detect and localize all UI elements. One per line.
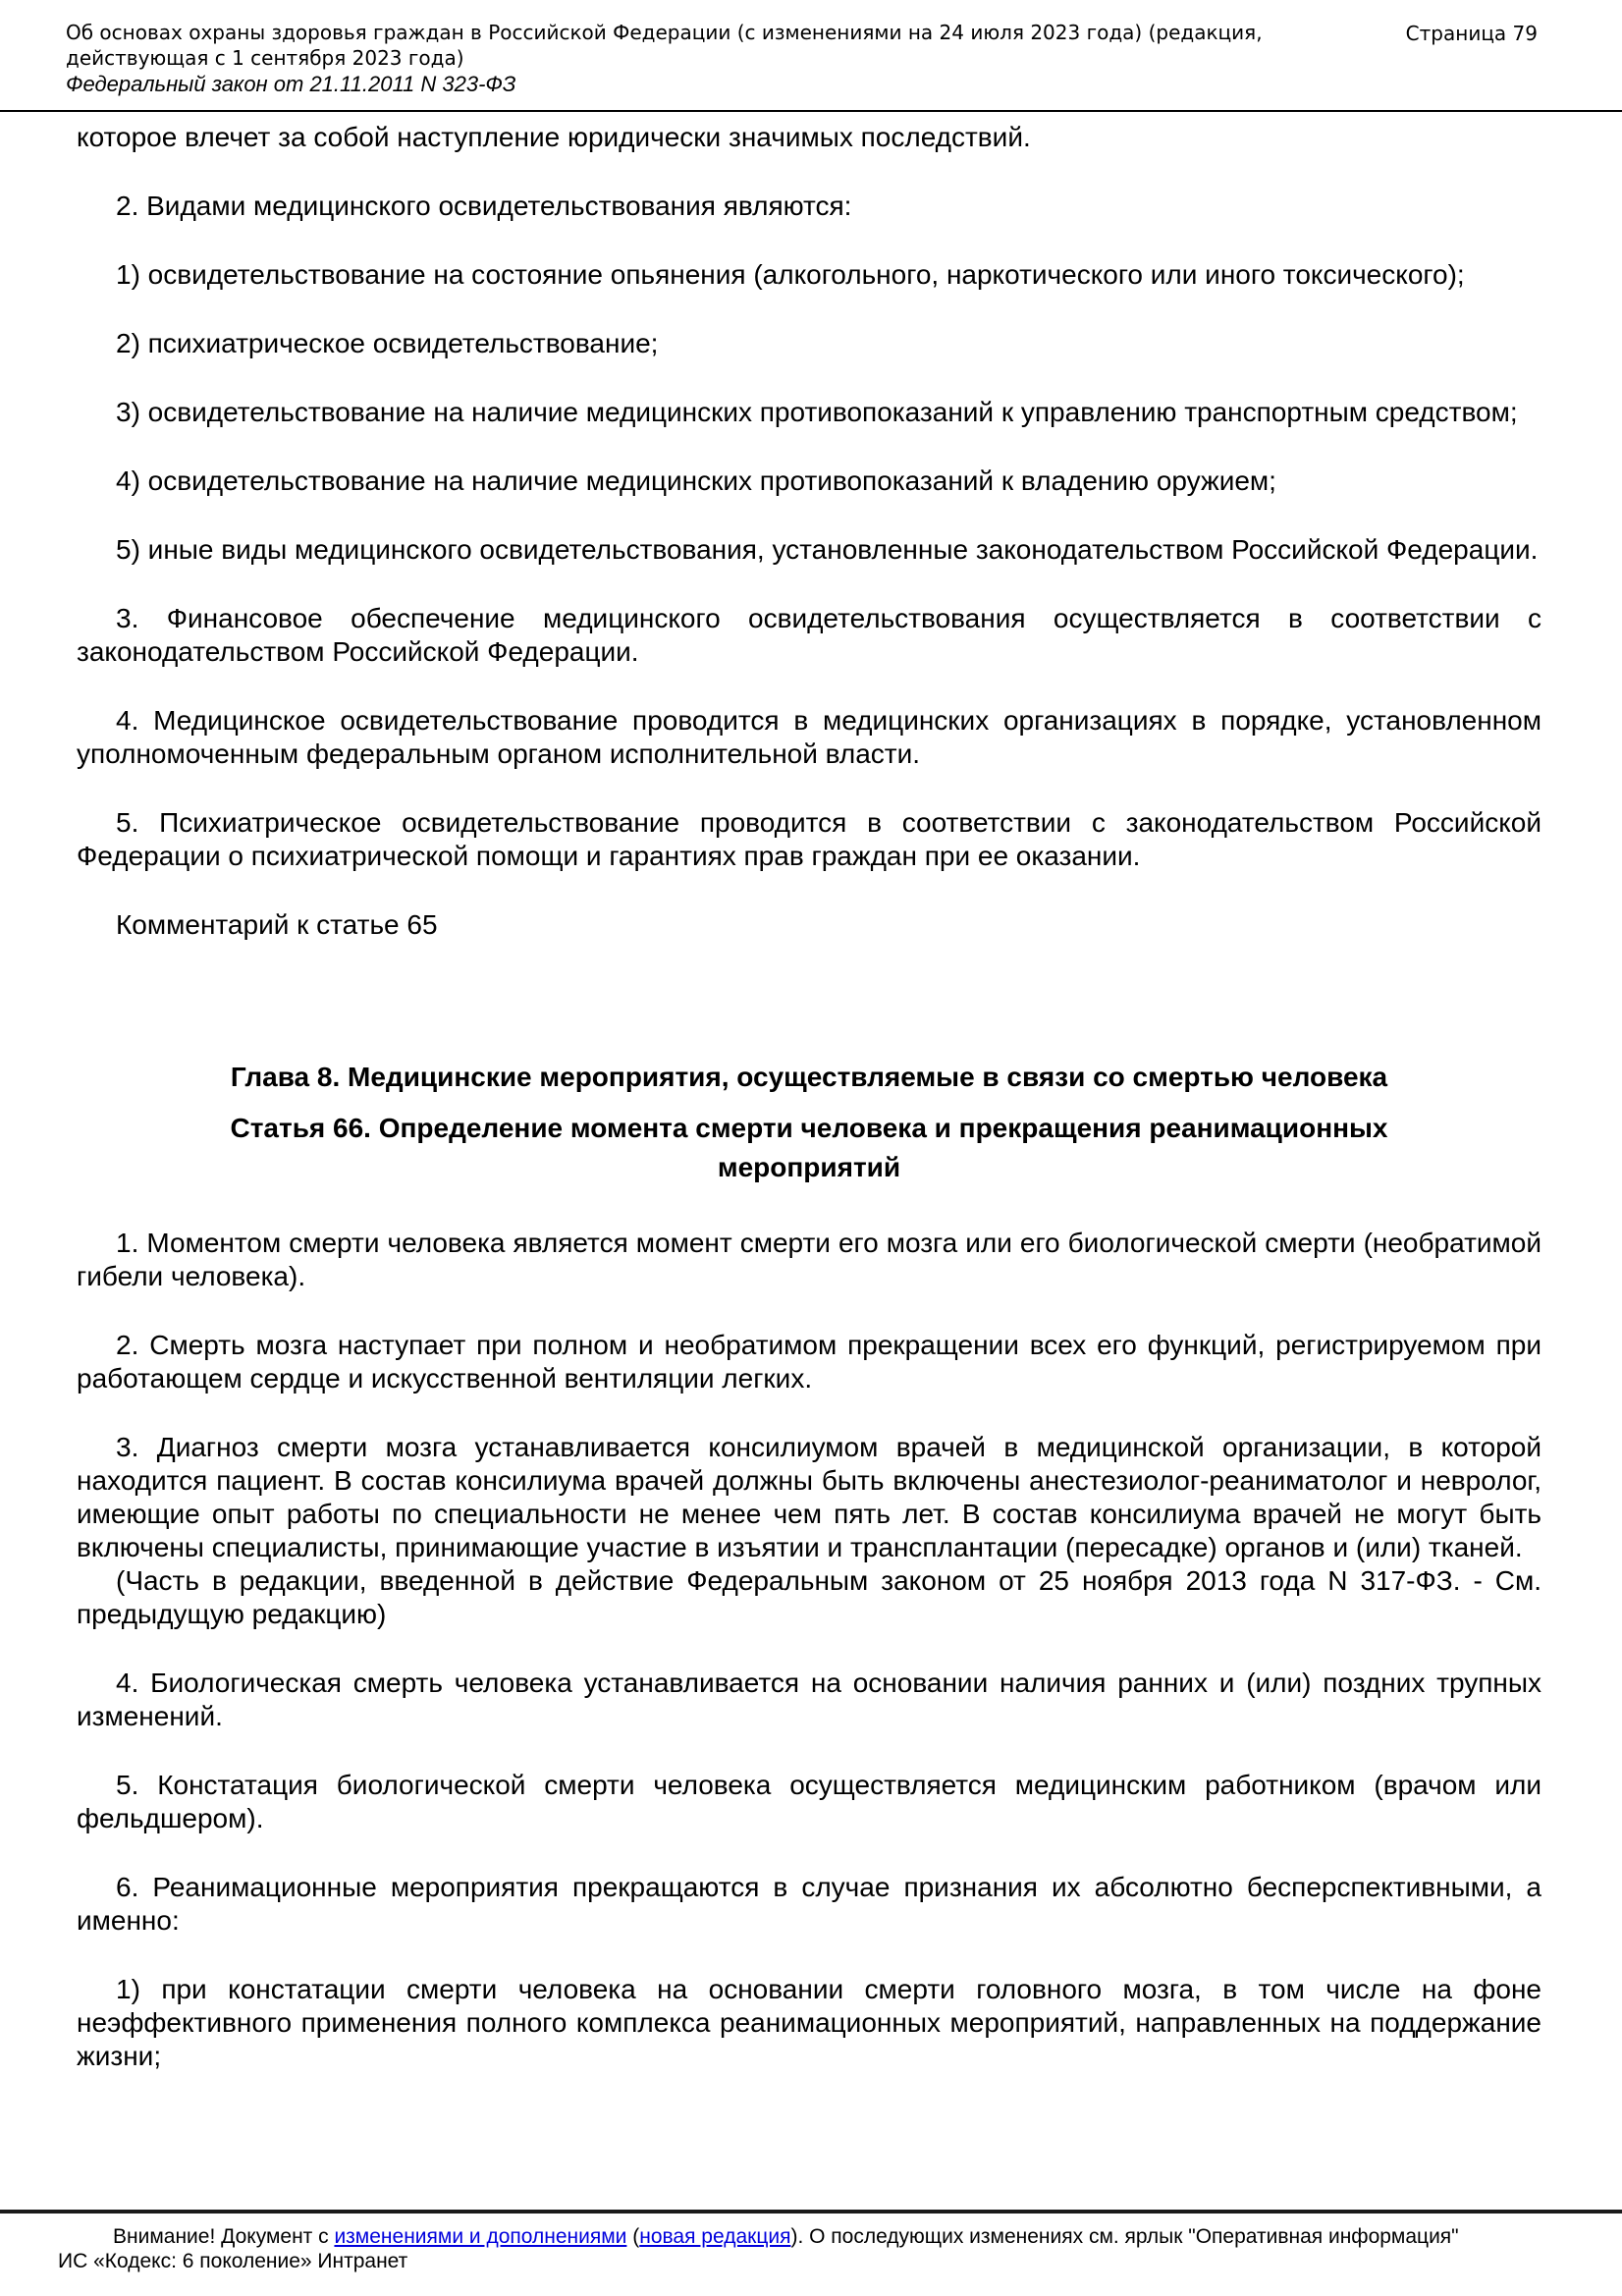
paragraph: 2. Смерть мозга наступает при полном и необратимом прекращении всех его функций, регистрируемом при работающем сердце и искусственной вентиляции легких.	[77, 1330, 1541, 1394]
article-heading: Статья 66. Определение момента смерти человека и прекращения реанимационных мероприятий	[230, 1113, 1388, 1182]
new-edition-link[interactable]: новая редакция	[639, 2225, 791, 2248]
document-body	[0, 121, 1622, 2073]
paragraph: 5. Психиатрическое освидетельствование проводится в соответствии с законодательством Российской Федерации о психиатрической помощи и гарантиях прав граждан при ее оказании.	[77, 807, 1541, 871]
footer-notice-suffix: ). О последующих изменениях см. ярлык "Оперативная информация"	[790, 2225, 1459, 2248]
paragraph: 3. Финансовое обеспечение медицинского освидетельствования осуществляется в соответствии с законодательством Российской Федерации.	[77, 603, 1541, 667]
paragraph: 2. Видами медицинского освидетельствования являются:	[116, 191, 852, 221]
footer-source: ИС «Кодекс: 6 поколение» Интранет	[58, 2250, 408, 2272]
document-subtitle: Федеральный закон от 21.11.2011 N 323-ФЗ	[66, 72, 516, 96]
paragraph: 5. Констатация биологической смерти человека осуществляется медицинским работником (врачом или фельдшером).	[77, 1770, 1541, 1833]
changes-and-additions-link[interactable]: изменениями и дополнениями	[334, 2225, 627, 2248]
paragraph: 6. Реанимационные мероприятия прекращаются в случае признания их абсолютно бесперспективными, а именно:	[77, 1872, 1541, 1936]
paragraph: 2) психиатрическое освидетельствование;	[116, 328, 659, 358]
page-header	[0, 0, 1622, 97]
paragraph: 4) освидетельствование на наличие медицинских противопоказаний к владению оружием;	[116, 465, 1276, 496]
paragraph: Комментарий к статье 65	[116, 909, 438, 940]
document-title: Об основах охраны здоровья граждан в Российской Федерации (с изменениями на 24 июля 2023 года) (редакция, действующая с 1 сентября 2023 года)	[66, 21, 1263, 70]
chapter-heading: Глава 8. Медицинские мероприятия, осуществляемые в связи со смертью человека	[230, 1062, 1388, 1092]
paragraph: 1. Моментом смерти человека является момент смерти его мозга или его биологической смерти (необратимой гибели человека).	[77, 1228, 1541, 1291]
paragraph: 3. Диагноз смерти мозга устанавливается консилиумом врачей в медицинской организации, в которой находится пациент. В состав консилиума врачей должны быть включены анестезиолог-реаниматолог и невролог, имеющие опыт работы по специальности не менее чем пять лет. В состав консилиума врачей не могут быть включены специалисты, принимающие участие в изъятии и трансплантации (пересадке) органов и (или) тканей.	[77, 1432, 1541, 1562]
footer-notice-prefix: Внимание! Документ с	[113, 2225, 335, 2248]
page-footer	[0, 2210, 1622, 2273]
paragraph: 4. Биологическая смерть человека устанавливается на основании наличия ранних и (или) поздних трупных изменений.	[77, 1667, 1541, 1731]
footer-notice-paren: (	[626, 2225, 640, 2248]
paragraph: которое влечет за собой наступление юридически значимых последствий.	[77, 122, 1031, 152]
paragraph: 5) иные виды медицинского освидетельствования, установленные законодательством Российской Федерации.	[116, 534, 1539, 565]
paragraph: 4. Медицинское освидетельствование проводится в медицинских организациях в порядке, установленном уполномоченным федеральным органом исполнительной власти.	[77, 705, 1541, 769]
paragraph: 1) при констатации смерти человека на основании смерти головного мозга, в том числе на фоне неэффективного применения полного комплекса реанимационных мероприятий, направленных на поддержание жизни;	[77, 1974, 1541, 2071]
paragraph: 3) освидетельствование на наличие медицинских противопоказаний к управлению транспортным средством;	[116, 397, 1518, 427]
header-divider	[0, 110, 1622, 112]
paragraph: 1) освидетельствование на состояние опьянения (алкогольного, наркотического или иного токсического);	[116, 259, 1465, 290]
footer-notice	[58, 2224, 1563, 2249]
page-number: Страница 79	[1405, 22, 1538, 45]
paragraph-revision-note: (Часть в редакции, введенной в действие Федеральным законом от 25 ноября 2013 года N 317-ФЗ. - См. предыдущую редакцию)	[77, 1565, 1541, 1629]
